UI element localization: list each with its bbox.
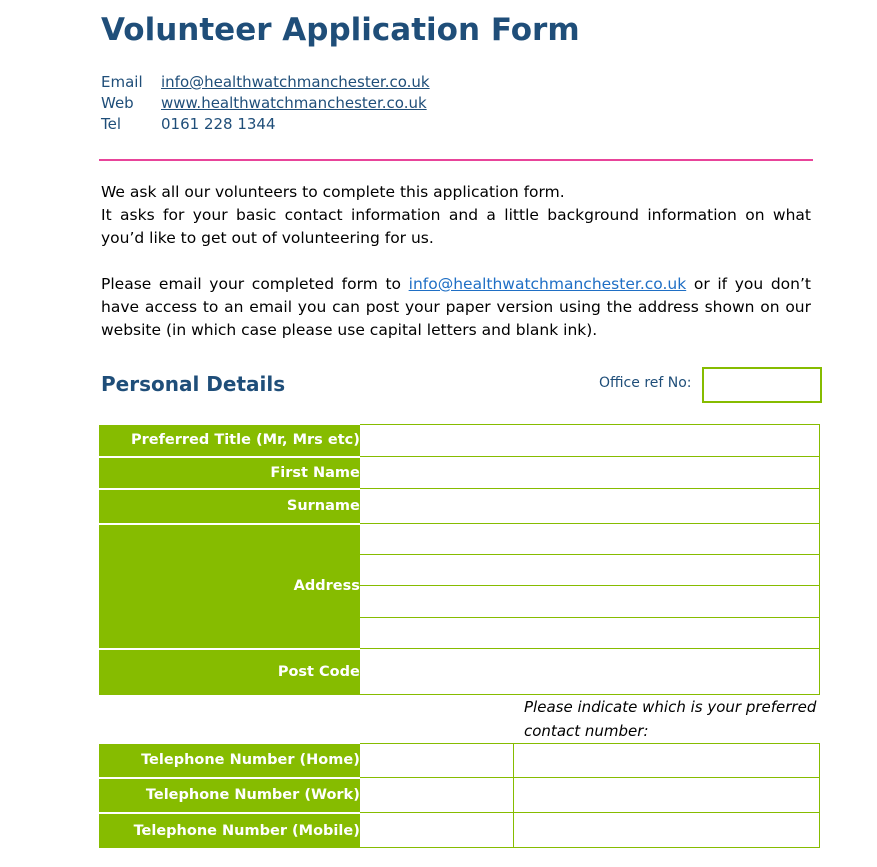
field-phone-work[interactable] (360, 778, 514, 813)
telephone-table (99, 743, 820, 848)
field-address-line-2[interactable] (360, 555, 820, 586)
label-address: Address (99, 524, 360, 649)
row-phone-work (99, 778, 820, 813)
field-phone-home[interactable] (360, 744, 514, 778)
row-phone-mobile (99, 813, 820, 848)
input-phone-mobile-preferred[interactable] (514, 823, 819, 840)
row-title (99, 425, 820, 457)
label-first-name: First Name (99, 457, 360, 489)
label-phone-mobile: Telephone Number (Mobile) (99, 813, 360, 848)
contact-tel-row (101, 114, 430, 135)
contact-tel-value: 0161 228 1344 (161, 115, 276, 133)
input-phone-home[interactable] (360, 753, 513, 770)
label-phone-work: Telephone Number (Work) (99, 778, 360, 813)
field-phone-mobile-preferred[interactable] (514, 813, 820, 848)
input-address-line-4[interactable] (360, 626, 819, 643)
input-phone-home-preferred[interactable] (514, 753, 819, 770)
contact-email-label: Email (101, 73, 143, 91)
intro-paragraph-1 (101, 181, 811, 250)
contact-email-row (101, 72, 430, 93)
field-phone-work-preferred[interactable] (514, 778, 820, 813)
contact-tel-label: Tel (101, 115, 122, 133)
contact-email-link[interactable]: info@healthwatchmanchester.co.uk (161, 73, 430, 91)
intro-line-2: It asks for your basic contact information and a little background information on what you’d like to get out of volunteering for us. (101, 206, 811, 247)
row-surname (99, 489, 820, 524)
field-phone-home-preferred[interactable] (514, 744, 820, 778)
office-ref-label: Office ref No: (599, 375, 692, 391)
office-ref-field[interactable] (702, 367, 822, 403)
input-first-name[interactable] (360, 465, 819, 482)
row-first-name (99, 457, 820, 489)
row-post-code (99, 649, 820, 695)
contact-web-link[interactable]: www.healthwatchmanchester.co.uk (161, 94, 427, 112)
label-phone-home: Telephone Number (Home) (99, 744, 360, 778)
intro-email-link[interactable]: info@healthwatchmanchester.co.uk (408, 275, 687, 293)
input-phone-mobile[interactable] (360, 823, 513, 840)
row-phone-home (99, 744, 820, 778)
field-surname[interactable] (360, 489, 820, 524)
intro-email-after: or if you don’t have access to an email you can post your paper version using the address shown on our website (in which case please use capital letters and blank ink). (101, 275, 811, 339)
personal-details-table (99, 424, 820, 695)
input-phone-work[interactable] (360, 788, 513, 805)
input-phone-work-preferred[interactable] (514, 788, 819, 805)
field-preferred-title[interactable] (360, 425, 820, 457)
header-divider (99, 159, 813, 161)
field-address-line-1[interactable] (360, 524, 820, 555)
field-post-code[interactable] (360, 649, 820, 695)
section-title-personal-details: Personal Details (101, 372, 286, 396)
field-address-line-4[interactable] (360, 618, 820, 649)
input-address-line-3[interactable] (360, 594, 819, 611)
row-address-1 (99, 524, 820, 555)
input-address-line-1[interactable] (360, 532, 819, 549)
input-surname[interactable] (360, 499, 819, 516)
intro-email-before: Please email your completed form to (101, 275, 409, 293)
contact-info (101, 72, 430, 135)
input-post-code[interactable] (360, 664, 819, 681)
label-preferred-title: Preferred Title (Mr, Mrs etc) (99, 425, 360, 457)
intro-paragraph-2 (101, 273, 811, 342)
page-title: Volunteer Application Form (101, 12, 580, 48)
intro-line-1: We ask all our volunteers to complete this application form. (101, 183, 565, 201)
contact-web-row (101, 93, 430, 114)
field-address-line-3[interactable] (360, 586, 820, 618)
label-post-code: Post Code (99, 649, 360, 695)
office-ref-input[interactable] (704, 369, 820, 401)
field-first-name[interactable] (360, 457, 820, 489)
contact-web-label: Web (101, 94, 134, 112)
input-preferred-title[interactable] (360, 433, 819, 450)
field-phone-mobile[interactable] (360, 813, 514, 848)
label-surname: Surname (99, 489, 360, 524)
intro-text (101, 181, 811, 365)
preferred-contact-hint: Please indicate which is your preferred contact number: (524, 698, 817, 740)
input-address-line-2[interactable] (360, 563, 819, 580)
